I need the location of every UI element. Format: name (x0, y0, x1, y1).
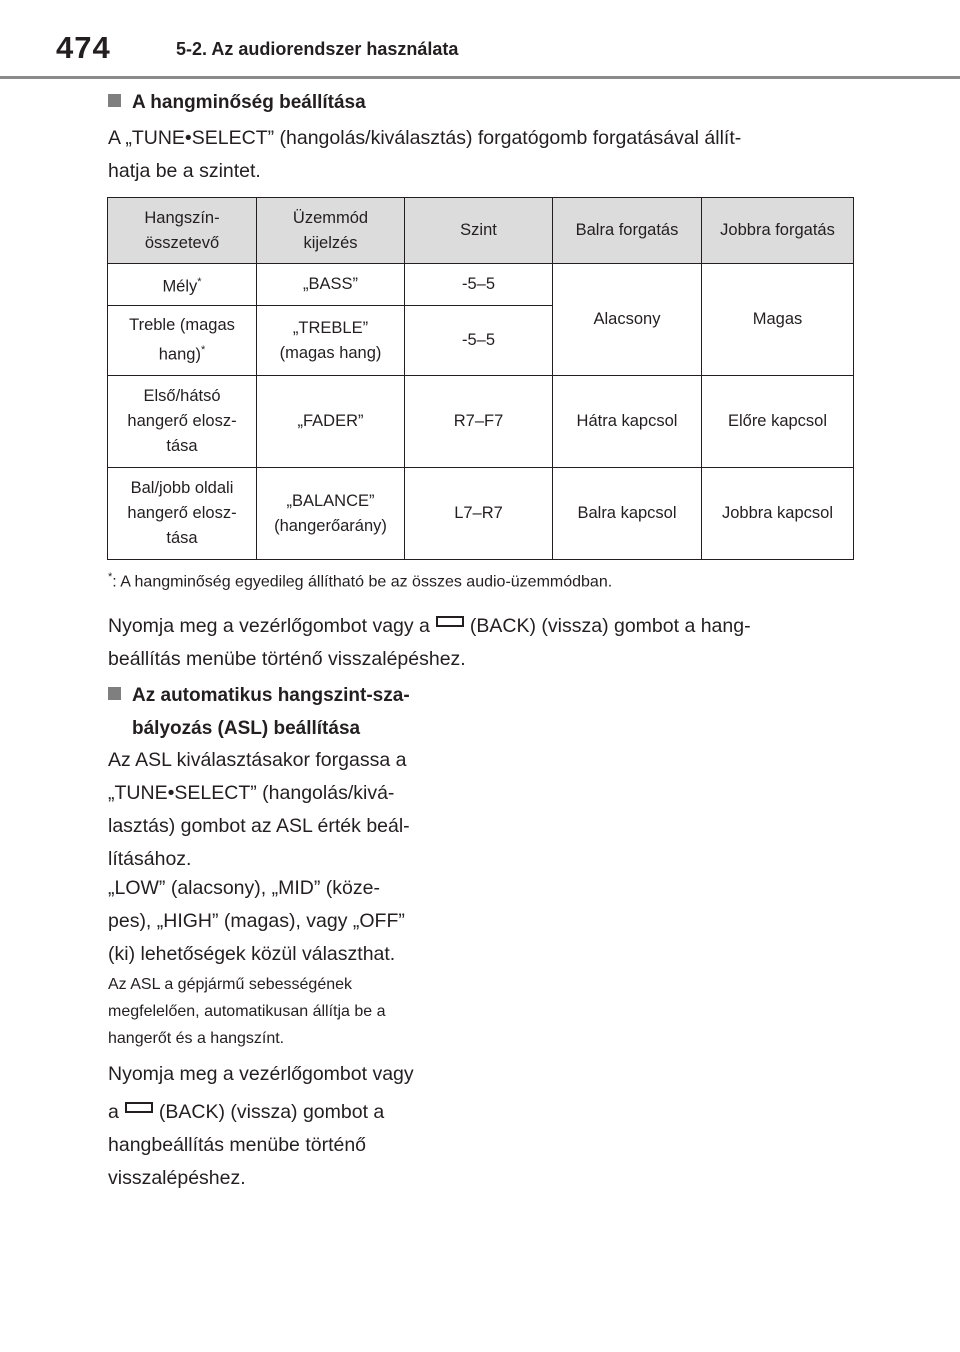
cell-mode: „BALANCE” (hangerőarány) (257, 468, 405, 560)
header-level: Szint (405, 198, 553, 264)
asl-back-paragraph: a (BACK) (vissza) gombot a hangbeállítás menübe történő visszalépéshez. (108, 1101, 385, 1189)
cell-turn-left: Alacsony (553, 264, 702, 376)
cell-mode: „BASS” (257, 264, 405, 306)
footnote-mark: * (108, 571, 113, 583)
header-component: Hangszín- összetevő (108, 198, 257, 264)
intro-paragraph (108, 122, 741, 188)
header-turn-left: Balra forgatás (553, 198, 702, 264)
square-bullet-icon (108, 687, 121, 700)
back-button-icon (436, 616, 464, 627)
cell-level: L7–R7 (405, 468, 553, 560)
cell-level: -5–5 (405, 264, 553, 306)
chapter-title: 5-2. Az audiorendszer használata (176, 39, 459, 59)
table-header-row (108, 198, 854, 264)
header-turn-right: Jobbra forgatás (702, 198, 854, 264)
cell-turn-right: Előre kapcsol (702, 376, 854, 468)
asl-paragraph-2: „LOW” (alacsony), „MID” (köze- pes), „HIGH” (magas), vagy „OFF” (ki) lehetőségek közül választhat. (108, 877, 405, 965)
header-mode: Üzemmód kijelzés (257, 198, 405, 264)
back-button-icon (125, 1102, 153, 1113)
asl-paragraph-1: Az ASL kiválasztásakor forgassa a „TUNE•SELECT” (hangolás/kivá- lasztás) gombot az ASL érték beál- lításához. (108, 749, 410, 870)
asl-info-text: Az ASL a gépjármű sebességének megfelelően, automatikusan állítja be a hangerőt és a hangszínt. (108, 976, 386, 1047)
cell-turn-right: Jobbra kapcsol (702, 468, 854, 560)
header-rule (0, 76, 960, 79)
cell-mode: „TREBLE” (magas hang) (257, 306, 405, 376)
cell-component: Bal/jobb oldali hangerő elosz- tása (108, 468, 257, 560)
table-footnote (108, 565, 612, 594)
table-row (108, 468, 854, 560)
page-header (0, 0, 960, 80)
asl-back-line-1: Nyomja meg a vezérlőgombot vagy (108, 1063, 414, 1085)
table-row (108, 264, 854, 306)
cell-turn-left: Hátra kapcsol (553, 376, 702, 468)
section-heading-text: A hangminőség beállítása (132, 92, 366, 113)
page-number: 474 (56, 30, 111, 65)
cell-level: -5–5 (405, 306, 553, 376)
cell-level: R7–F7 (405, 376, 553, 468)
cell-component: Első/hátsó hangerő elosz- tása (108, 376, 257, 468)
back-paragraph: Nyomja meg a vezérlőgombot vagy a (BACK) (vissza) gombot a hang- beállítás menübe történő visszalépéshez. (108, 615, 751, 670)
sound-settings-table (107, 197, 854, 560)
cell-turn-right: Magas (702, 264, 854, 376)
cell-component: Mély* (108, 264, 257, 306)
section-heading-asl: Az automatikus hangszint-sza- bályozás (ASL) beállítása (108, 679, 410, 745)
table-row (108, 376, 854, 468)
cell-mode: „FADER” (257, 376, 405, 468)
cell-turn-left: Balra kapcsol (553, 468, 702, 560)
intro-line: A „TUNE•SELECT” (hangolás/kiválasztás) forgatógomb forgatásával állít- (108, 127, 742, 149)
section-heading-sound-quality (108, 86, 366, 119)
cell-component: Treble (magas hang)* (108, 306, 257, 376)
square-bullet-icon (108, 94, 121, 107)
footnote-text: : A hangminőség egyedileg állítható be az összes audio-üzemmódban. (112, 573, 613, 591)
intro-line: hatja be a szintet. (108, 160, 261, 182)
